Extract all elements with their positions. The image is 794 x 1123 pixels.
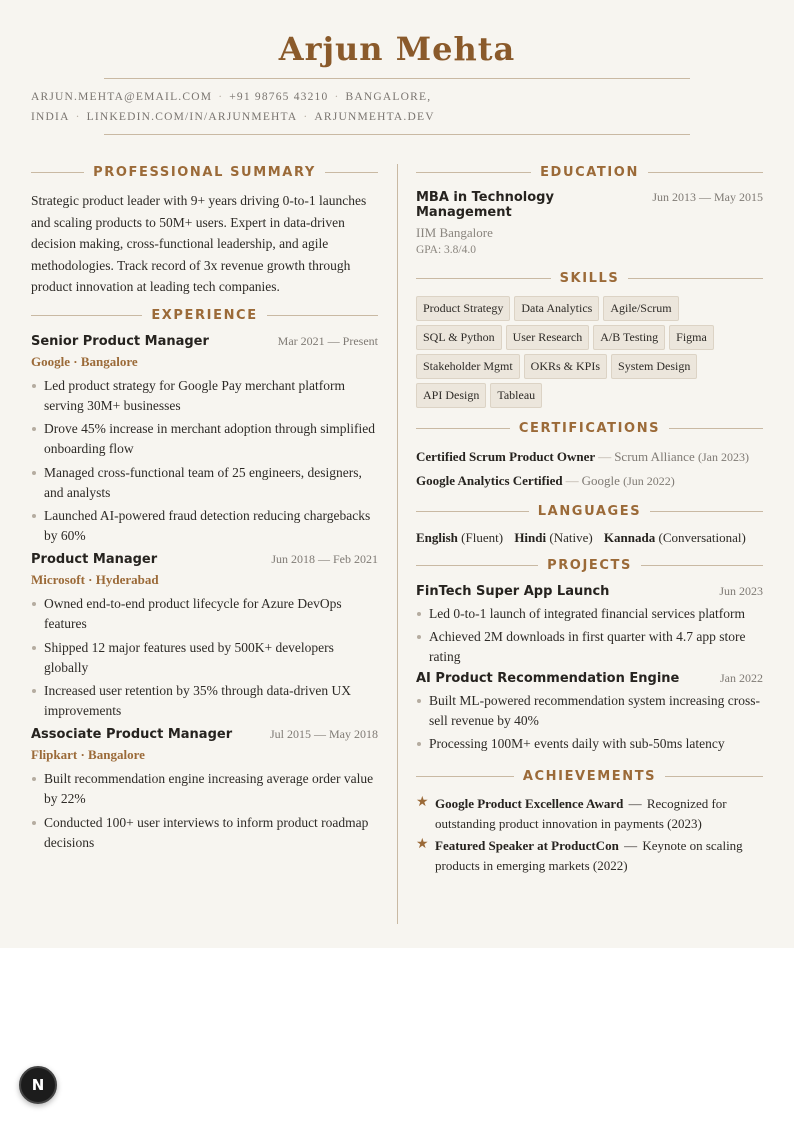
job-bullet: Launched AI-powered fraud detection reducing chargebacks by 60% [31, 506, 378, 546]
language-name: Kannada [603, 529, 656, 545]
language-item [514, 530, 592, 545]
header-rule-bottom [104, 134, 690, 135]
job-bullet: Owned end-to-end product lifecycle for Azure DevOps features [31, 594, 378, 634]
project-date: Jan 2022 [720, 670, 763, 685]
section-title: PROJECTS [547, 558, 632, 573]
experience-item [31, 552, 378, 721]
section-title: EDUCATION [540, 164, 639, 180]
dev-tools-badge-button[interactable]: N [19, 1066, 57, 1104]
job-dates: Mar 2021 — Present [277, 333, 378, 348]
job-dates: Jul 2015 — May 2018 [270, 727, 378, 741]
star-icon: ★ [416, 837, 429, 852]
degree-title: MBA in Technology Management [416, 190, 554, 220]
education-item [416, 190, 763, 256]
job-bullet: Drove 45% increase in merchant adoption through simplified onboarding flow [31, 419, 378, 459]
certification-issuer: Scrum Alliance [614, 449, 695, 464]
section-title: SKILLS [559, 270, 620, 286]
certifications-list [416, 446, 763, 492]
experience-item [31, 334, 378, 547]
achievement-description: Recognized for outstanding product innovation in payments (2023) [435, 796, 727, 831]
summary-text: Strategic product leader with 9+ years driving 0-to-1 launches and scaling products to 50M+ users. Expert in data-driven decision making, cross-functional leadership, and agile methodologies. Track record of 3x revenue growth through product innovation at leading tech companies. [31, 193, 367, 294]
section-header-achievements [416, 766, 763, 786]
language-level: (Conversational) [658, 529, 746, 545]
job-company: Google · Bangalore [31, 353, 138, 369]
certification-name: Google Analytics Certified [416, 472, 563, 488]
education-institution: IIM Bangalore [416, 225, 493, 240]
candidate-name: Arjun Mehta [278, 30, 516, 68]
project-bullet: Achieved 2M downloads in first quarter with 4.7 app store rating [416, 627, 763, 667]
skill-tag: A/B Testing [593, 325, 665, 350]
language-name: Hindi [514, 529, 547, 545]
education-gpa: GPA: 3.8/4.0 [416, 244, 476, 256]
skill-tag: OKRs & KPIs [524, 354, 607, 379]
achievement-description: Keynote on scaling products in emerging markets (2022) [435, 838, 743, 873]
language-item [604, 530, 746, 545]
skill-tag: Figma [669, 325, 714, 350]
education-dates: Jun 2013 — May 2015 [652, 190, 763, 204]
project-item [416, 671, 763, 755]
experience-item [31, 727, 378, 853]
contact-separator: · [218, 91, 224, 103]
language-name: English [416, 529, 458, 545]
language-level: (Native) [549, 529, 593, 545]
skill-tag: Data Analytics [514, 296, 599, 321]
skills-list [416, 296, 763, 408]
contact-website: ARJUNMEHTA.DEV [314, 111, 435, 123]
certification-item: Certified Scrum Product Owner — Scrum Alliance (Jan 2023) [416, 449, 749, 464]
job-bullet: Increased user retention by 35% through data-driven UX improvements [31, 681, 378, 721]
language-item [416, 530, 503, 545]
section-title: PROFESSIONAL SUMMARY [93, 164, 316, 180]
job-company: Flipkart · Bangalore [31, 747, 145, 762]
project-bullet: Processing 100M+ events daily with sub-50ms latency [416, 734, 763, 754]
skill-tag: Stakeholder Mgmt [416, 354, 520, 379]
contact-phone: +91 98765 43210 [229, 91, 329, 103]
section-header-skills [416, 268, 763, 288]
skill-tag: Tableau [490, 383, 542, 408]
job-dates: Jun 2018 — Feb 2021 [271, 552, 378, 566]
achievement-item: ★ Featured Speaker at ProductCon — Keynote on scaling products in emerging markets (2022) [416, 837, 743, 873]
contact-separator: · [75, 111, 81, 123]
project-title: FinTech Super App Launch [416, 583, 610, 599]
left-column [31, 162, 378, 859]
star-icon: ★ [416, 795, 429, 810]
job-title: Senior Product Manager [31, 333, 209, 349]
section-title: LANGUAGES [537, 504, 642, 519]
job-title: Associate Product Manager [31, 727, 233, 742]
contact-location: BANGALORE, INDIA [31, 91, 432, 123]
section-title: CERTIFICATIONS [518, 420, 661, 436]
contact-separator: · [303, 111, 309, 123]
project-title: AI Product Recommendation Engine [416, 670, 680, 686]
skill-tag: Agile/Scrum [603, 296, 678, 321]
achievement-title: Google Product Excellence Award [435, 796, 624, 811]
certification-date: (Jan 2023) [697, 450, 749, 464]
project-item [416, 584, 763, 668]
section-header-languages [416, 502, 763, 522]
certification-item: Google Analytics Certified — Google (Jun 2022) [416, 472, 675, 488]
language-level: (Fluent) [461, 529, 504, 545]
certification-name: Certified Scrum Product Owner [416, 449, 596, 464]
languages-list [416, 530, 763, 546]
job-bullet: Shipped 12 major features used by 500K+ developers globally [31, 638, 378, 678]
job-title: Product Manager [31, 552, 158, 567]
section-header-projects [416, 556, 763, 576]
contact-line [31, 87, 763, 127]
project-bullet: Built ML-powered recommendation system increasing cross-sell revenue by 40% [416, 691, 763, 731]
section-title: EXPERIENCE [151, 308, 258, 323]
section-header-summary [31, 162, 378, 182]
project-bullet: Led 0-to-1 launch of integrated financial services platform [416, 604, 763, 624]
right-column [416, 162, 763, 878]
column-divider [397, 164, 398, 924]
contact-linkedin: LINKEDIN.COM/IN/ARJUNMEHTA [86, 111, 298, 123]
skill-tag: Product Strategy [416, 296, 510, 321]
achievement-item: ★ Google Product Excellence Award — Recognized for outstanding product innovation in payments (2023) [416, 795, 727, 831]
section-header-education [416, 162, 763, 182]
skill-tag: API Design [416, 383, 486, 408]
project-date: Jun 2023 [719, 583, 763, 598]
section-header-certifications [416, 418, 763, 438]
job-bullet: Built recommendation engine increasing average order value by 22% [31, 769, 378, 809]
header-rule-top [104, 78, 690, 79]
section-header-experience [31, 306, 378, 326]
certification-date: (Jun 2022) [623, 473, 675, 488]
job-bullet: Conducted 100+ user interviews to inform product roadmap decisions [31, 813, 378, 853]
job-company: Microsoft · Hyderabad [31, 572, 159, 587]
contact-separator: · [334, 91, 340, 103]
section-title: ACHIEVEMENTS [522, 768, 657, 784]
skill-tag: User Research [506, 325, 590, 350]
contact-email: ARJUN.MEHTA@EMAIL.COM [31, 91, 213, 103]
job-bullet: Led product strategy for Google Pay merchant platform serving 30M+ businesses [31, 376, 378, 416]
achievement-title: Featured Speaker at ProductCon [435, 838, 619, 853]
skill-tag: SQL & Python [416, 325, 502, 350]
achievements-list [416, 794, 763, 876]
job-bullet: Managed cross-functional team of 25 engineers, designers, and analysts [31, 463, 378, 503]
skill-tag: System Design [611, 354, 697, 379]
certification-issuer: Google [581, 472, 620, 488]
